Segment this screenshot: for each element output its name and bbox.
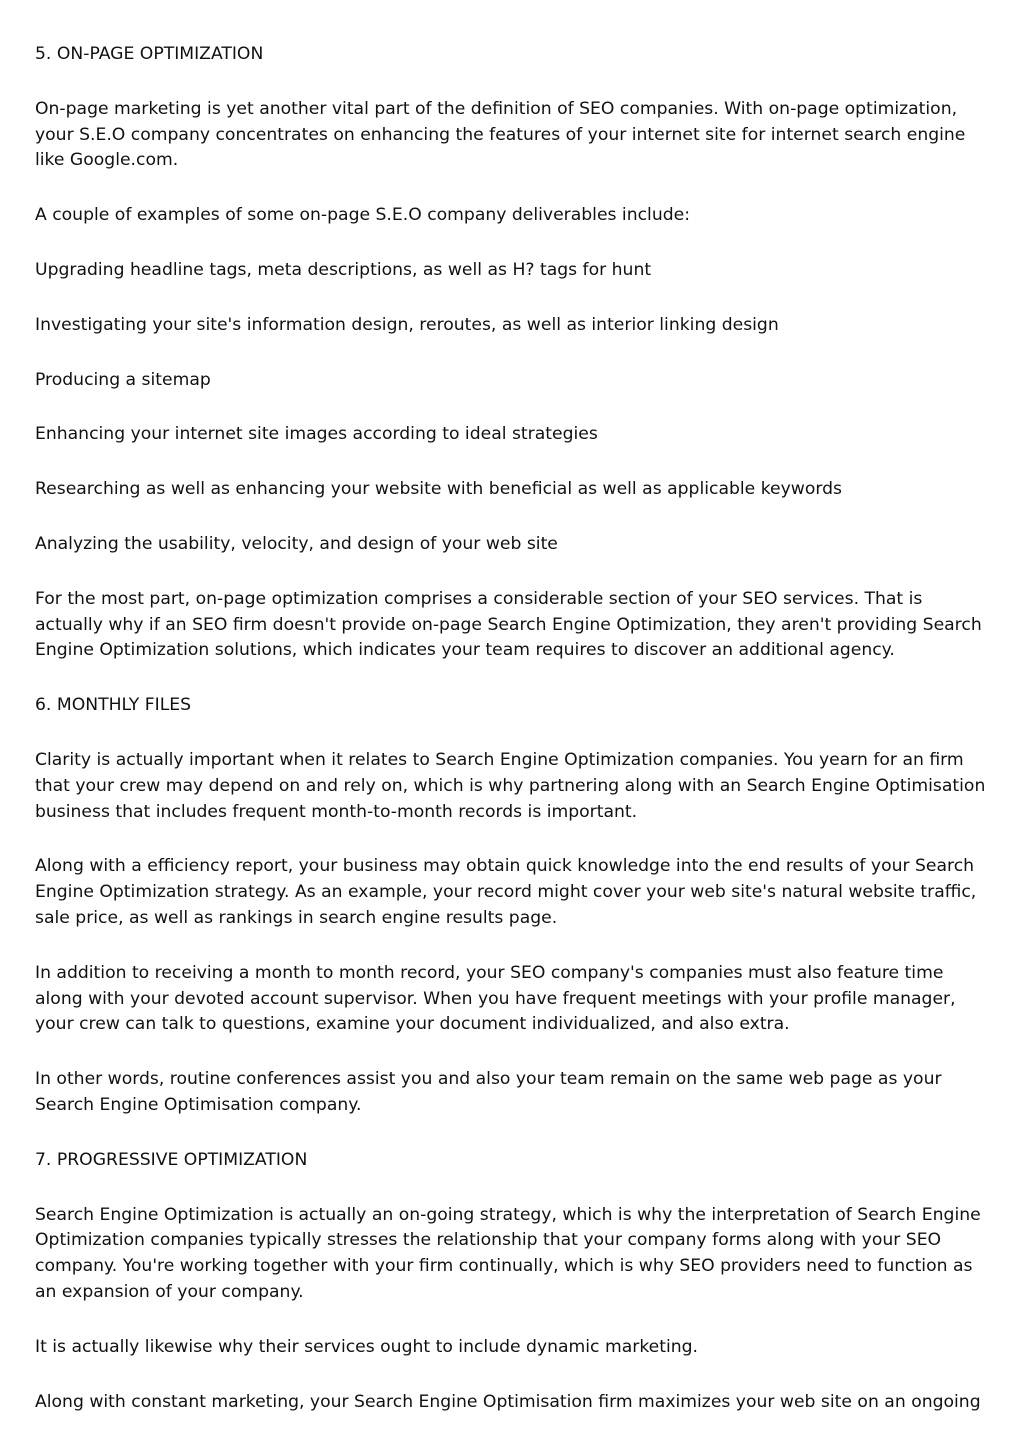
section-heading-on-page-optimization: 5. ON-PAGE OPTIMIZATION — [35, 44, 264, 64]
list-item-headline-tags: Upgrading headline tags, meta descriptions, as well as H? tags for hunt — [35, 259, 652, 280]
paragraph-ongoing-strategy: Search Engine Optimization is actually an on-going strategy, which is why the interpretation of Search Engine Optimization companies typically stresses the relationship that your company forms along with your SEO company. You're working together with your firm continually, which is why SEO providers need to function as an expansion of your company. — [35, 1204, 981, 1302]
paragraph-dynamic-marketing: It is actually likewise why their services ought to include dynamic marketing. — [35, 1336, 699, 1357]
document-body — [35, 42, 995, 1444]
paragraph-on-page-intro: On-page marketing is yet another vital part of the definition of SEO companies. With on-page optimization, your S.E.O company concentrates on enhancing the features of your internet site for internet search engine like Google.com. — [35, 98, 966, 171]
section-heading-progressive-optimization: 7. PROGRESSIVE OPTIMIZATION — [35, 1149, 308, 1170]
paragraph-clarity: Clarity is actually important when it relates to Search Engine Optimization companies. You yearn for an firm that your crew may depend on and rely on, which is why partnering along with an Search Engine Optimisation business that includes frequent month-to-month records is important. — [35, 749, 986, 822]
list-item-images: Enhancing your internet site images according to ideal strategies — [35, 424, 598, 445]
list-item-information-design: Investigating your site's information design, reroutes, as well as interior linking design — [35, 314, 779, 335]
list-item-sitemap: Producing a sitemap — [35, 369, 211, 390]
section-heading-monthly-files: 6. MONTHLY FILES — [35, 695, 192, 716]
paragraph-account-supervisor: In addition to receiving a month to month record, your SEO company's companies must also feature time along with your devoted account supervisor. When you have frequent meetings with your profile manager, your crew can talk to questions, examine your document individualized, and also extra. — [35, 962, 956, 1035]
list-item-keywords: Researching as well as enhancing your website with beneficial as well as applicable keywords — [35, 479, 843, 500]
paragraph-deliverables-intro: A couple of examples of some on-page S.E.O company deliverables include: — [35, 205, 690, 226]
list-item-usability: Analyzing the usability, velocity, and design of your web site — [35, 533, 558, 554]
paragraph-constant-marketing: Along with constant marketing, your Search Engine Optimisation firm maximizes your web site on an ongoing — [35, 1391, 981, 1412]
paragraph-on-page-summary: For the most part, on-page optimization comprises a considerable section of your SEO services. That is actually why if an SEO firm doesn't provide on-page Search Engine Optimization, they aren't providing Search Engine Optimization solutions, which indicates your team requires to discover an additional agency. — [35, 588, 982, 661]
paragraph-routine-conferences: In other words, routine conferences assist you and also your team remain on the same web page as your Search Engine Optimisation company. — [35, 1069, 942, 1115]
paragraph-efficiency-report: Along with a efficiency report, your business may obtain quick knowledge into the end results of your Search Engine Optimization strategy. As an example, your record might cover your web site's natural website traffic, sale price, as well as rankings in search engine results page. — [35, 856, 977, 928]
